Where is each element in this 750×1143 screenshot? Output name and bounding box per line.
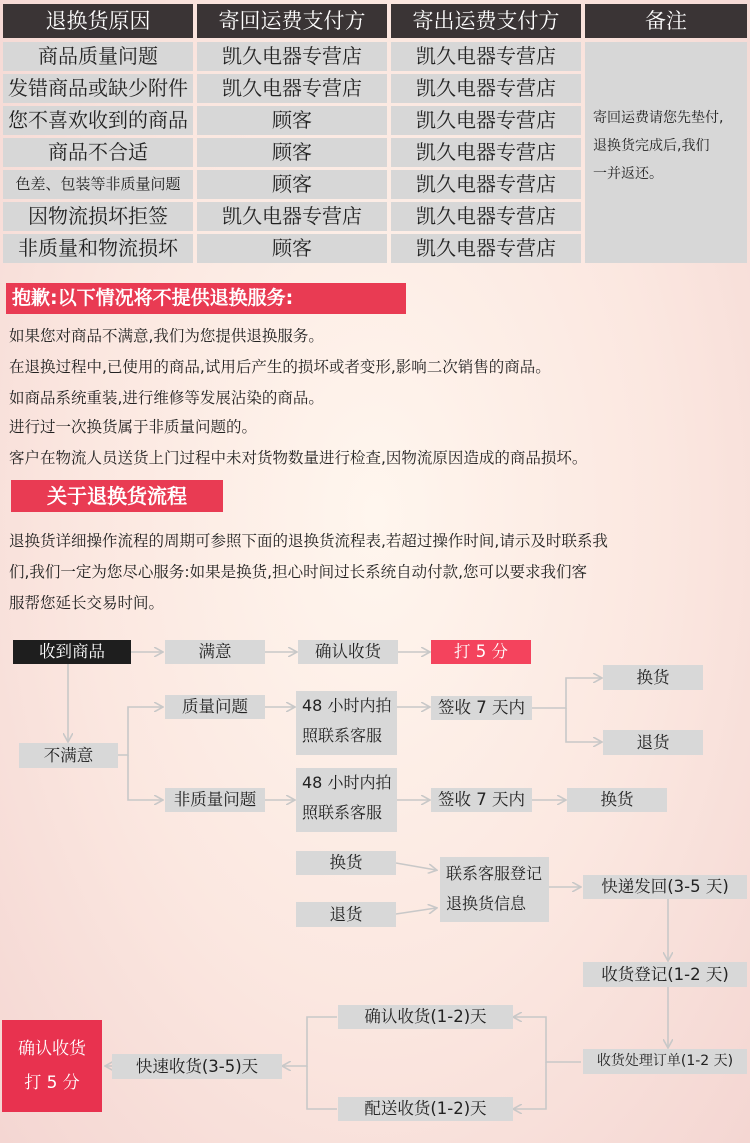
flow-register-info [440, 857, 549, 922]
table-cell: 凯久电器专营店 [197, 74, 387, 103]
flow-rate-5: 打 5 分 [431, 640, 531, 664]
process-line: 们,我们一定为您尽心服务:如果是换货,担心时间过长系统自动付款,您可以要求我们客 [9, 563, 588, 581]
flow-text-line: 48 小时内拍 [302, 773, 392, 792]
table-cell: 商品质量问题 [3, 42, 193, 71]
table-cell: 凯久电器专营店 [391, 138, 581, 167]
sorry-line: 如商品系统重装,进行维修等发展沾染的商品。 [9, 389, 324, 407]
table-header-reason: 退换货原因 [3, 4, 193, 38]
sorry-line: 客户在物流人员送货上门过程中未对货物数量进行检查,因物流原因造成的商品损坏。 [9, 449, 588, 467]
table-header-note: 备注 [585, 4, 747, 38]
table-cell: 发错商品或缺少附件 [3, 74, 193, 103]
flow-quality-issue: 质量问题 [165, 695, 265, 719]
table-cell: 凯久电器专营店 [391, 74, 581, 103]
table-cell: 商品不合适 [3, 138, 193, 167]
flow-express-back: 快递发回(3-5 天) [583, 875, 747, 899]
table-cell: 凯久电器专营店 [391, 234, 581, 263]
table-cell: 顾客 [197, 170, 387, 199]
table-cell: 顾客 [197, 234, 387, 263]
sorry-line: 进行过一次换货属于非质量问题的。 [9, 418, 258, 436]
flow-sign-7-days: 签收 7 天内 [431, 696, 532, 720]
table-cell: 凯久电器专营店 [197, 42, 387, 71]
flow-confirm-days: 确认收货(1-2)天 [338, 1005, 513, 1029]
table-cell: 您不喜欢收到的商品 [3, 106, 193, 135]
note-line: 一并返还。 [593, 166, 663, 182]
note-line: 退换货完成后,我们 [593, 138, 710, 154]
flow-final-confirm [2, 1020, 102, 1112]
flow-text-line: 照联系客服 [302, 803, 383, 822]
table-cell: 凯久电器专营店 [391, 202, 581, 231]
flow-text-line: 打 5 分 [24, 1073, 80, 1093]
flow-confirm-receipt: 确认收货 [298, 640, 398, 664]
table-header-send-payer: 寄出运费支付方 [391, 4, 581, 38]
process-line: 退换货详细操作流程的周期可参照下面的退换货流程表,若超过操作时间,请示及时联系我 [9, 532, 608, 550]
flow-deliver-days: 配送收货(1-2)天 [338, 1097, 513, 1121]
flow-text-line: 确认收货 [18, 1039, 86, 1059]
table-cell: 顾客 [197, 138, 387, 167]
flow-unsatisfied: 不满意 [19, 743, 118, 768]
flow-photo-contact [296, 691, 397, 755]
table-cell: 因物流损坏拒签 [3, 202, 193, 231]
flow-text-line: 48 小时内拍 [302, 696, 392, 715]
table-cell: 顾客 [197, 106, 387, 135]
flow-text-line: 照联系客服 [302, 726, 383, 745]
sorry-banner: 抱歉:以下情况将不提供退换服务: [6, 283, 406, 314]
table-cell: 凯久电器专营店 [391, 170, 581, 199]
flow-receive-register: 收货登记(1-2 天) [583, 962, 747, 987]
flow-photo-contact [296, 768, 397, 832]
flow-process-order: 收货处理订单(1-2 天) [583, 1049, 747, 1074]
process-banner: 关于退换货流程 [11, 480, 223, 512]
flow-exchange: 换货 [603, 665, 703, 690]
table-header-return-payer: 寄回运费支付方 [197, 4, 387, 38]
table-cell: 凯久电器专营店 [391, 106, 581, 135]
flow-exchange: 换货 [296, 851, 396, 875]
sorry-line: 在退换过程中,已使用的商品,试用后产生的损坏或者变形,影响二次销售的商品。 [9, 358, 551, 376]
sorry-line: 如果您对商品不满意,我们为您提供退换服务。 [9, 327, 324, 345]
flow-non-quality-issue: 非质量问题 [165, 788, 265, 812]
table-cell: 凯久电器专营店 [197, 202, 387, 231]
table-cell: 非质量和物流损坏 [3, 234, 193, 263]
flow-sign-7-days: 签收 7 天内 [431, 788, 532, 812]
process-line: 服帮您延长交易时间。 [9, 594, 165, 612]
flow-receive-goods: 收到商品 [13, 640, 131, 664]
flow-return: 退货 [296, 902, 396, 927]
flow-return: 退货 [603, 730, 703, 755]
note-line: 寄回运费请您先垫付, [593, 110, 724, 126]
table-cell: 凯久电器专营店 [391, 42, 581, 71]
table-cell: 色差、包装等非质量问题 [3, 170, 193, 199]
flow-text-line: 退换货信息 [446, 894, 527, 913]
flow-exchange: 换货 [567, 788, 667, 812]
flow-satisfied: 满意 [165, 640, 265, 664]
flow-express-receive: 快速收货(3-5)天 [112, 1054, 282, 1079]
flow-text-line: 联系客服登记 [446, 864, 543, 883]
